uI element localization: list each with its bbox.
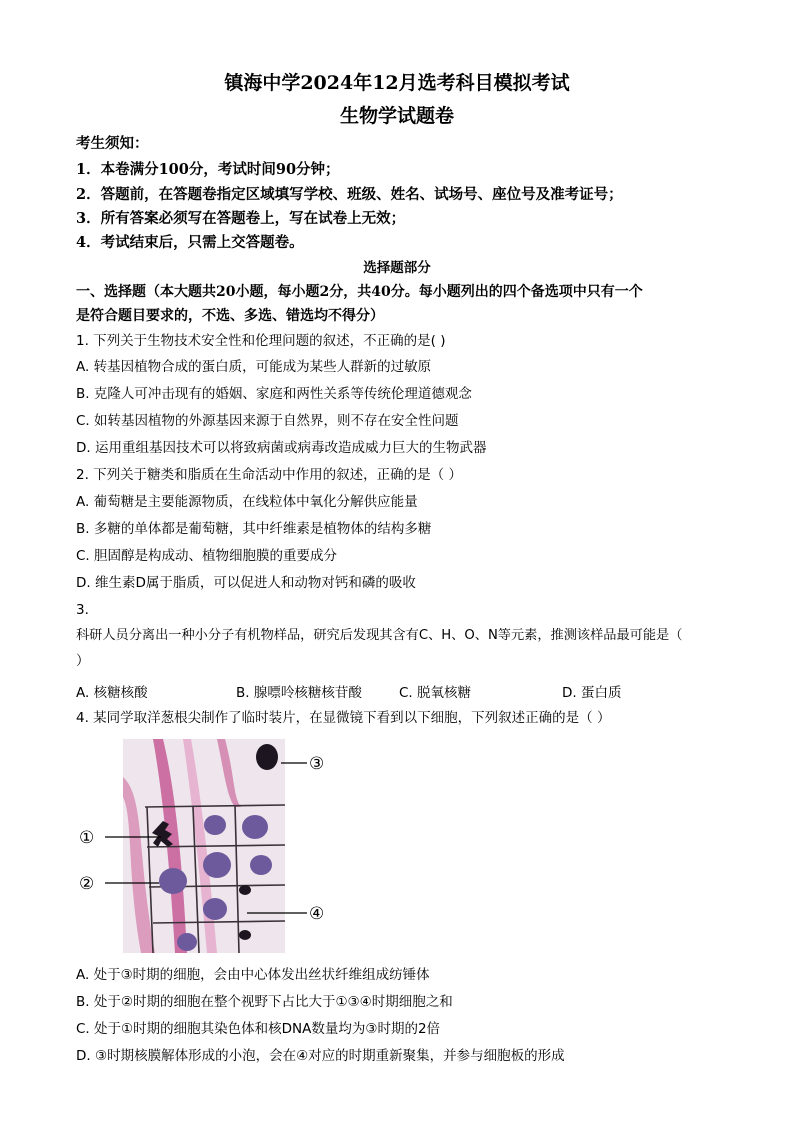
question-4-stem: 4. 某同学取洋葱根尖制作了临时装片，在显微镜下看到以下细胞，下列叙述正确的是（ ） (76, 710, 611, 726)
section-intro-cont: 是符合题目要求的，不选、多选、错选均不得分） (76, 308, 384, 324)
figure-label-4: ④ (309, 904, 325, 924)
question-1-stem: 1. 下列关于生物技术安全性和伦理问题的叙述，不正确的是( ) (76, 333, 446, 349)
section-intro: 一、选择题（本大题共20小题，每小题2分，共40分。每小题列出的四个备选项中只有一个 (76, 284, 643, 300)
notice-heading: 考生须知： (76, 135, 149, 152)
exam-title: 镇海中学2024年12月选考科目模拟考试 (224, 72, 570, 94)
question-3-option-c: C. 脱氧核糖 (399, 685, 472, 701)
notice-item: 1．本卷满分100分，考试时间90分钟； (76, 161, 340, 178)
question-1-option-d: D. 运用重组基因技术可以将致病菌或病毒改造成威力巨大的生物武器 (76, 440, 487, 456)
question-3-number: 3. (76, 602, 89, 618)
onion-root-tip-micrograph (75, 737, 345, 955)
question-1-option-c: C. 如转基因植物的外源基因来源于自然界，则不存在安全性问题 (76, 413, 459, 429)
question-1-option-a: A. 转基因植物合成的蛋白质，可能成为某些人群新的过敏原 (76, 359, 432, 375)
question-4-option-d: D. ③时期核膜解体形成的小泡，会在④对应的时期重新聚集，并参与细胞板的形成 (76, 1048, 565, 1064)
notice-item: 2．答题前，在答题卷指定区域填写学校、班级、姓名、试场号、座位号及准考证号； (76, 186, 623, 203)
question-4-option-c: C. 处于①时期的细胞其染色体和核DNA数量均为③时期的2倍 (76, 1021, 441, 1037)
question-3-stem-cont: ） (76, 653, 90, 669)
notice-item: 3．所有答案必须写在答题卷上，写在试卷上无效； (76, 210, 406, 227)
question-2-option-d: D. 维生素D属于脂质，可以促进人和动物对钙和磷的吸收 (76, 575, 416, 591)
question-4-option-a: A. 处于③时期的细胞，会由中心体发出丝状纤维组成纺锤体 (76, 967, 430, 983)
notice-item: 4．考试结束后，只需上交答题卷。 (76, 234, 304, 251)
question-3-option-b: B. 腺嘌呤核糖核苷酸 (236, 685, 362, 701)
section-title: 选择题部分 (363, 260, 431, 276)
question-4-option-b: B. 处于②时期的细胞在整个视野下占比大于①③④时期细胞之和 (76, 994, 453, 1010)
question-1-option-b: B. 克隆人可冲击现有的婚姻、家庭和两性关系等传统伦理道德观念 (76, 386, 472, 402)
figure-label-3: ③ (309, 754, 325, 774)
question-3-stem: 科研人员分离出一种小分子有机物样品，研究后发现其含有C、H、O、N等元素，推测该样品最可能是（ (76, 628, 683, 643)
question-3-option-a: A. 核糖核酸 (76, 685, 148, 701)
exam-subtitle: 生物学试题卷 (339, 105, 454, 127)
question-2-stem: 2. 下列关于糖类和脂质在生命活动中作用的叙述，正确的是（ ） (76, 467, 462, 483)
question-2-option-c: C. 胆固醇是构成动、植物细胞膜的重要成分 (76, 548, 338, 564)
question-2-option-a: A. 葡萄糖是主要能源物质，在线粒体中氧化分解供应能量 (76, 494, 418, 510)
figure-label-2: ② (79, 874, 95, 894)
question-2-option-b: B. 多糖的单体都是葡萄糖，其中纤维素是植物体的结构多糖 (76, 521, 432, 537)
figure-label-1: ① (79, 828, 95, 848)
question-3-option-d: D. 蛋白质 (562, 685, 622, 701)
